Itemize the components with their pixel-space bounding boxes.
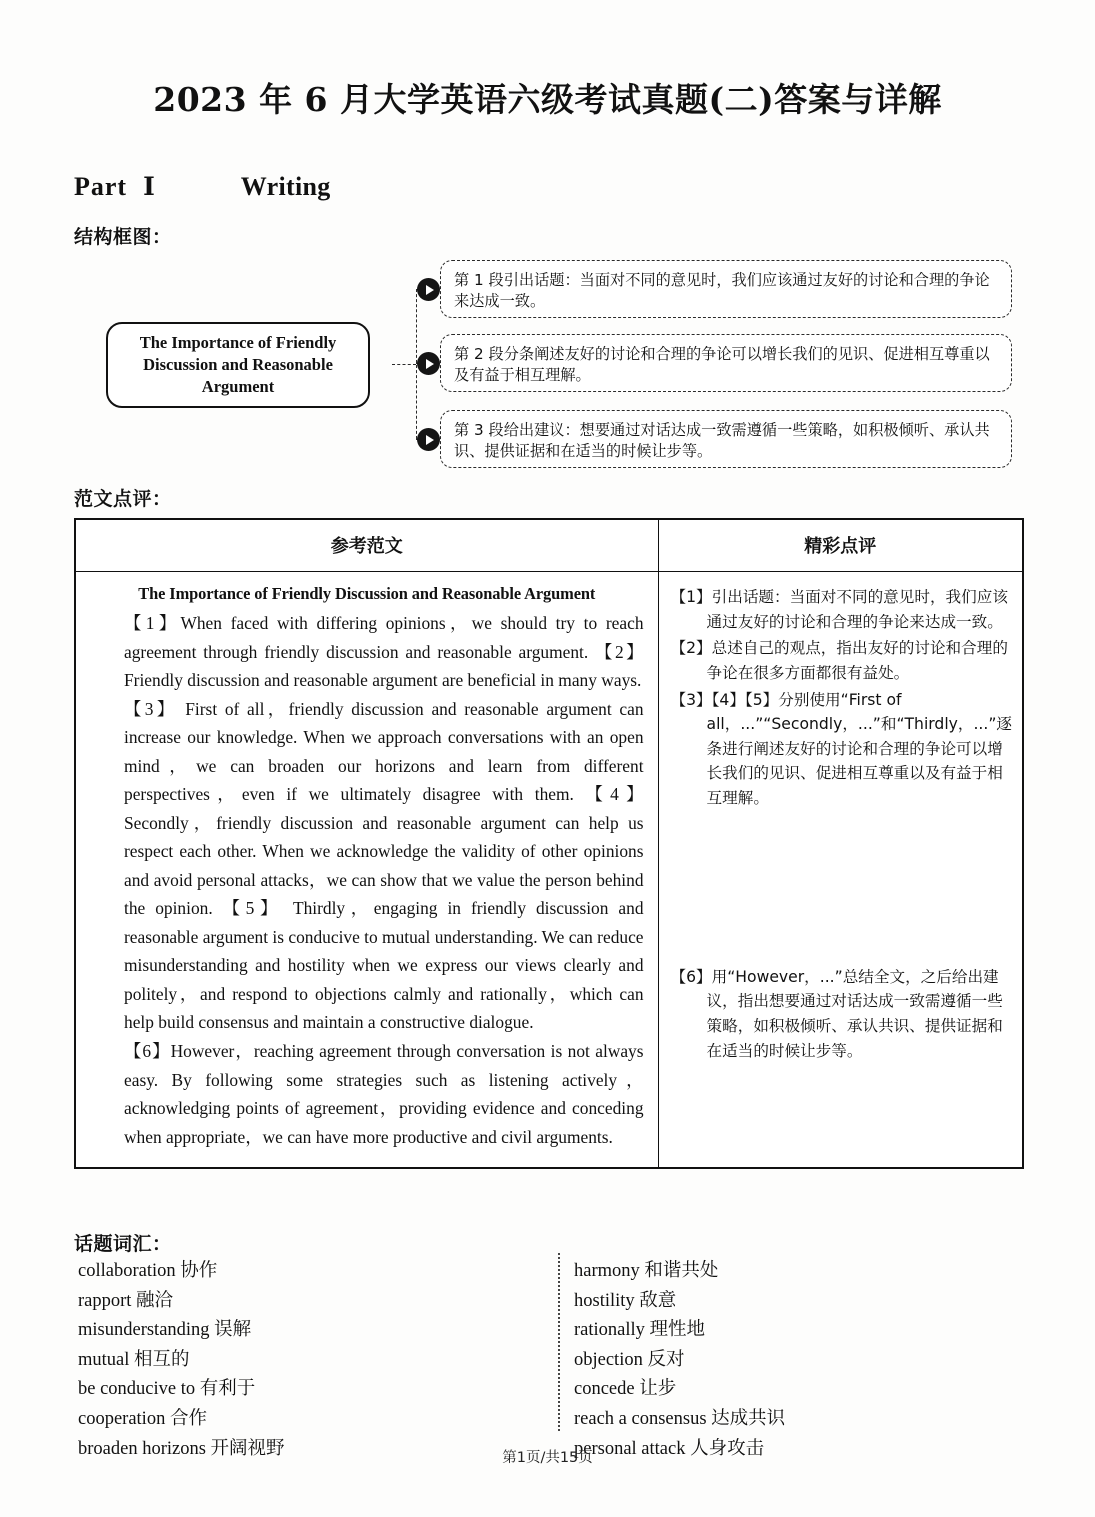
part-label: Part [74,172,128,201]
vocabulary-item: rationally 理性地 [574,1320,706,1341]
column-header-essay: 参考范文 [75,519,658,572]
diagram-paragraph-box: 第 1 段引出话题：当面对不同的意见时，我们应该通过友好的讨论和合理的争论来达成一致。 [440,260,1012,318]
arrow-right-icon [417,278,440,301]
arrow-right-icon [417,428,440,451]
column-header-comment: 精彩点评 [658,519,1023,572]
comment-cell [659,572,1022,1077]
vocabulary-item: concede 让步 [574,1379,677,1400]
vocabulary-item: broaden horizons 开阔视野 [78,1438,285,1459]
vocabulary-item: harmony 和谐共处 [574,1261,719,1281]
sample-section-label: 范文点评： [74,488,172,510]
comment-item: 【1】引出话题：当面对不同的意见时，我们应该通过友好的讨论和合理的争论来达成一致。 [670,588,1008,631]
structure-diagram [74,252,1024,474]
vocabulary-item: be conducive to 有利于 [78,1379,256,1400]
table-header-row [75,519,1023,572]
comment-column [658,572,1023,1169]
comment-item: 【3】【4】【5】分别使用“First of all，...”“Secondly，...”和“Thirdly，...”逐条进行阐述友好的讨论和合理的争论可以增长我们的见识、促进相互尊重以及有益于相互理解。 [670,690,1013,807]
essay-cell [76,572,658,1167]
essay-column [75,572,658,1169]
essay-title: The Importance of Friendly Discussion and Reasonable Argument [138,584,596,603]
vocabulary-item: cooperation 合作 [78,1408,207,1429]
part-numeral: Ⅰ [143,172,155,201]
arrow-right-icon [417,352,440,375]
vocabulary-item: mutual 相互的 [78,1349,190,1370]
essay-paragraph-1: 【1】When faced with differing opinions，we should try to reach agreement through friendly discussion and reasonable argument. 【2】 Friendly discussion and reasonable argument are beneficial in many ways. [124,613,644,691]
vocabulary-item: rapport 融洽 [78,1290,174,1311]
essay-paragraph-3: 【6】However，reaching agreement through conversation is not always easy. By following some strategies such as listening actively，acknowledging points of agreement，providing evidence and conceding when appropriate，we can have more productive and civil arguments. [124,1040,644,1147]
essay-paragraph-2: 【3】 First of all，friendly discussion and reasonable argument can increase our knowledge. When we approach conversations with an open mind，we can broaden our horizons and learn from different perspectives，even if we ultimately disagree with them. 【4】 Secondly，friendly discussion and reasonable argument can help us respect each other. When we acknowledge the validity of other opinions and avoid personal attacks，we can show that we value the person behind the opinion. 【5】 Thirdly，engaging in friendly discussion and reasonable argument is conducive to mutual understanding. We can reduce misunderstanding and hostility when we express our views clearly and politely，and respond to objections calmly and rationally，which can help build consensus and maintain a constructive dialogue. [124,698,644,1033]
page-footer: 第1页/共15页 [502,1450,593,1466]
comment-item: 【2】总述自己的观点，指出友好的讨论和合理的争论在很多方面都很有益处。 [670,639,1008,682]
vocabulary-item: misunderstanding 误解 [78,1320,252,1341]
diagram-paragraph-box: 第 3 段给出建议：想要通过对话达成一致需遵循一些策略，如积极倾听、承认共识、提供证据和在适当的时候让步等。 [440,410,1012,468]
structure-section-label: 结构框图： [74,226,172,248]
table-body-row [75,572,1023,1169]
vocabulary-divider [558,1253,560,1431]
part-name: Writing [240,172,331,201]
sample-essay-table [74,518,1024,1169]
diagram-paragraph-box: 第 2 段分条阐述友好的讨论和合理的争论可以增长我们的见识、促进相互尊重以及有益于相互理解。 [440,334,1012,392]
connector-trunk [392,364,416,365]
vocabulary-item: reach a consensus 达成共识 [574,1408,786,1429]
vocabulary-column-right [574,1257,1014,1464]
comment-spacer [671,813,1012,965]
diagram-topic-box [106,322,370,408]
vocab-section-label: 话题词汇： [74,1233,172,1255]
vocabulary-column-left [78,1257,538,1464]
vocabulary-item: hostility 敌意 [574,1290,677,1311]
comment-item: 【6】用“However，...”总结全文，之后给出建议，指出想要通过对话达成一致需遵循一些策略，如积极倾听、承认共识、提供证据和在适当的时候让步等。 [670,967,1003,1060]
diagram-topic-text: The Importance of Friendly Discussion and Reasonable Argument [139,333,337,396]
page-title: 2023 年 6 月大学英语六级考试真题(二)答案与详解 [153,80,942,119]
vocabulary-item: collaboration 协作 [78,1261,218,1281]
vocabulary-item: objection 反对 [574,1349,685,1370]
part-heading [74,172,331,202]
vocabulary-item: personal attack 人身攻击 [574,1438,765,1459]
